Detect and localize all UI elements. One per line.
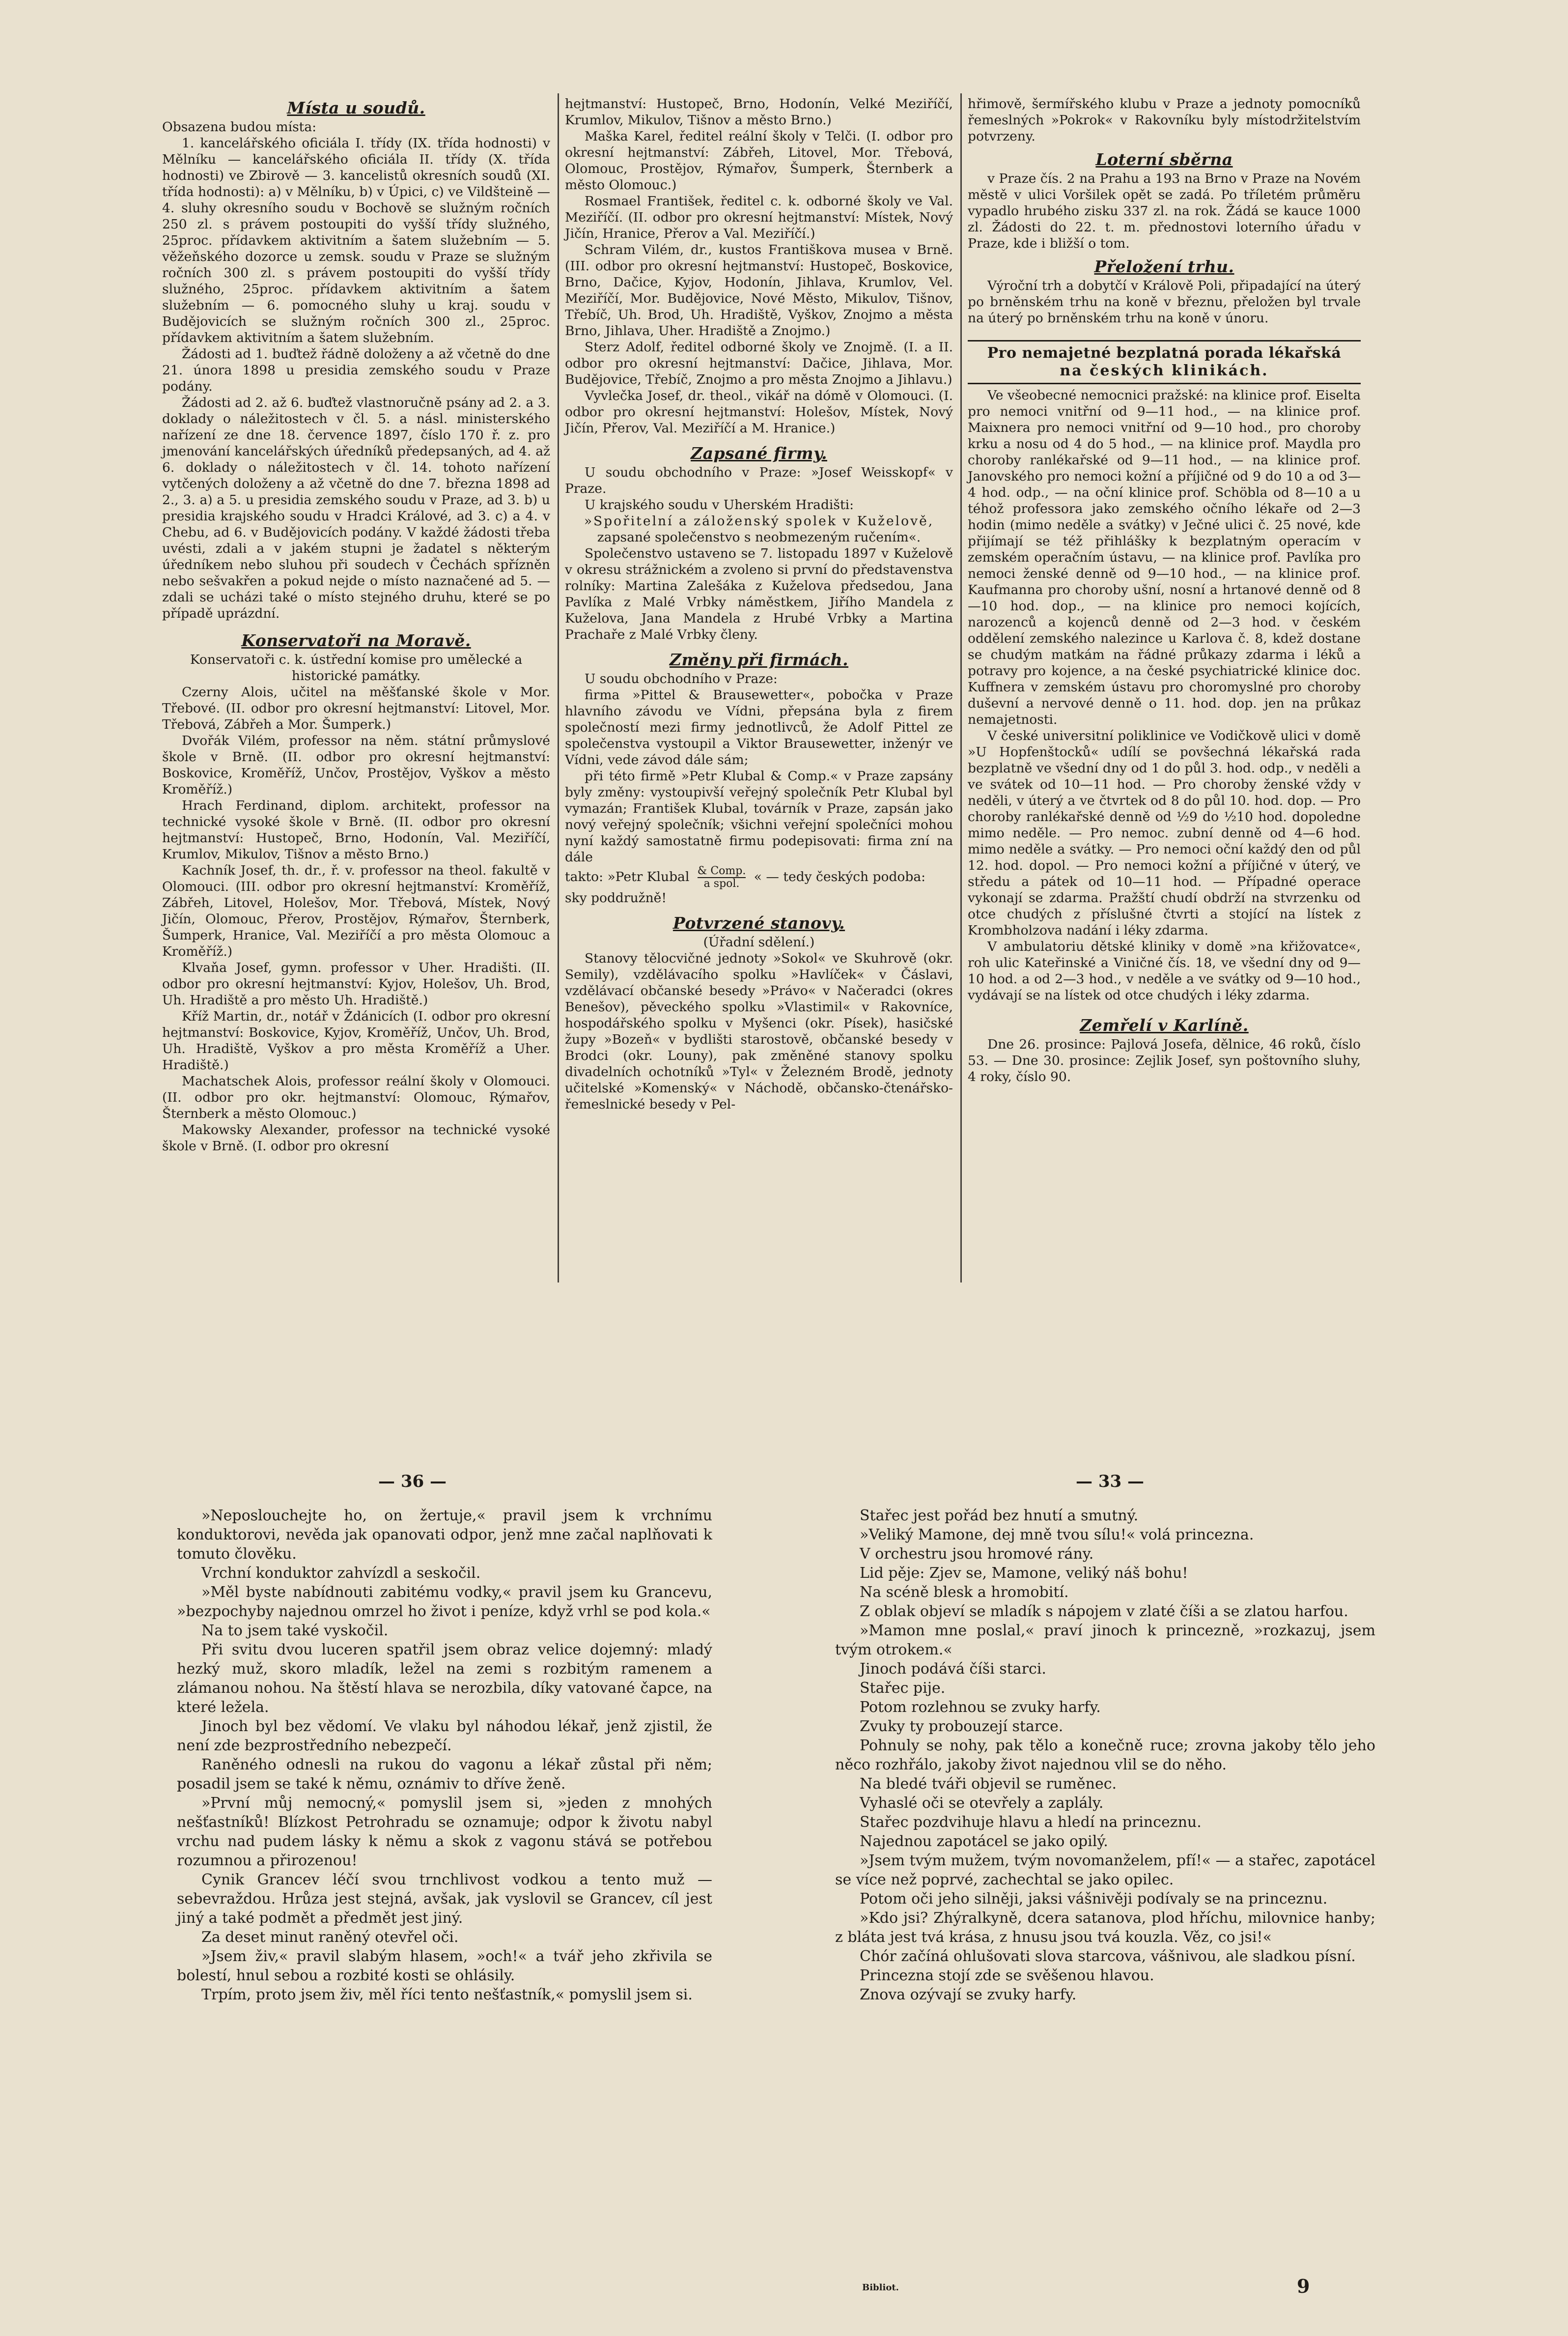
paragraph: Dvořák Vilém, professor na něm. státní průmyslové škole v Brně. (II. odbor pro okresní hejtmanství: Boskovice, Kroměříž, Unčov, Prostějov, Vyškov a město Kroměříž.) — [162, 733, 550, 797]
paragraph: při této firmě »Petr Klubal & Comp.« v Praze zapsány byly změny: vystoupivší veřejný společník Petr Klubal byl vymazán; František Klubal, továrník v Praze, zapsán jako nový veřejný společník; všichni veřejní společníci mohou nyní každý samostatně firmu podepisovati: firma zní na dále — [565, 769, 953, 865]
paragraph: Dne 26. prosince: Pajlová Josefa, dělnice, 46 roků, číslo 53. — Dne 30. prosince: Zejlik Josef, syn poštovního sluhy, 4 roky, číslo 90. — [968, 1037, 1361, 1084]
paragraph: Klvaňa Josef, gymn. professor v Uher. Hradišti. (II. odbor pro okresní hejtmanství: Kyjov, Holešov, Uh. Brod, Uh. Hradiště a pro město Uh. Hradiště.) — [162, 960, 550, 1008]
fraction-top: & Comp. — [697, 865, 746, 877]
paragraph: Chór začíná ohlušovati slova starcova, vášnivou, ale sladkou písní. — [860, 1948, 1356, 1965]
paragraph: Vyhaslé oči se otevřely a zaplály. — [860, 1795, 1104, 1812]
paragraph: Výroční trh a dobytčí v Králově Poli, připadající na úterý po brněnském trhu na koně v březnu, přeložen byl trvale na úterý po brněnském trhu na koně v únoru. — [968, 278, 1361, 326]
fraction — [698, 865, 746, 890]
column-1 — [162, 96, 550, 1154]
section-title-deceased: Zemřelí v Karlíně. — [1080, 1016, 1249, 1035]
paragraph: Ve všeobecné nemocnici pražské: na klinice prof. Eiselta pro nemoci vnitřní od 9—11 hod., — na klinice prof. Maixnera pro nemoci vnitřní od 9—10 hod., pro choroby krku a nosu od 4 do 5 hod., — na klinice prof. Maydla pro choroby ranlékařské od 9—11 hod., — na klinice prof. Janovského pro nemoci kožní a příjičné od 9 do 10 a od 3—4 hod. odp., — na oční klinice prof. Schöbla od 8—10 a u téhož professora jako zemského očního lékaře od 2—3 hodin (mimo neděle a svátky) v Ječné ulici č. 25 nové, kde přijímají se též přihlášky k bezplatným operacím v zemském operačním ústavu, — na klinice prof. Pavlíka pro nemoci ženské denně od 9—10 hod., — na klinice prof. Kaufmanna pro choroby ušní, nosní a hrtanové denně od 8—10 hod. dop., — na klinice pro nemoci kojících, narozenců a kojenců denně od 2—3 hod. v českém oddělení zemského nalezince u Karlova č. 8, kdež dostane se chudým matkám na řádné průkazy zdarma i léků a potravy pro kojence, a na české psychiatrické klinice doc. Kuffnera v zemském ústavu pro choromyslné pro choroby duševní a nervové denně o 11. hod. dop. jen na průkaz nemajetnosti. — [968, 388, 1361, 727]
paragraph: »První můj nemocný,« pomyslil jsem si, »jeden z mnohých nešťastníků! Blízkost Petrohradu se oznamuje; odpor k životu nabyl vrchu nad pudem lásky k němu a skok z vagonu stává se potřebou rozumnou a přirozenou! — [177, 1795, 712, 1869]
paragraph: Czerny Alois, učitel na měšťanské škole v Mor. Třebové. (II. odbor pro okresní hejtmanství: Litovel, Mor. Třebová, Zábřeh a Mor. Šumperk.) — [162, 684, 550, 732]
paragraph: hejtmanství: Hustopeč, Brno, Hodonín, Velké Meziříčí, Krumlov, Mikulov, Tišnov a město Brno.) — [565, 96, 953, 128]
clinic-title-line1: Pro nemajetné bezplatná porada lékařská — [987, 344, 1342, 362]
paragraph: Kříž Martin, dr., notář v Ždánicích (I. odbor pro okresní hejtmanství: Boskovice, Kyjov, Kroměříž, Unčov, Uh. Brod, Uh. Hradiště, Vyškov a pro města Kroměříž a Uher. Hradiště.) — [162, 1009, 550, 1073]
paragraph: hřimově, šermířského klubu v Praze a jednoty pomocníků řemeslných »Pokrok« v Rakovníku byly místodržitelstvím potvrzeny. — [968, 96, 1361, 144]
paragraph: Potom rozlehnou se zvuky harfy. — [860, 1699, 1101, 1716]
paragraph: Konservatoři c. k. ústřední komise pro umělecké a historické památky. — [190, 652, 523, 684]
paragraph: Zvuky ty probouzejí starce. — [860, 1718, 1064, 1735]
paragraph: Vrchní konduktor zahvízdl a seskočil. — [201, 1565, 481, 1582]
paragraph: Stařec pozdvihuje hlavu a hledí na princeznu. — [860, 1814, 1202, 1831]
signature-mark: 9 — [1297, 2275, 1310, 2297]
novel-page-left — [177, 1506, 712, 2004]
section-title-conservators: Konservatoři na Moravě. — [241, 631, 471, 650]
column-divider — [960, 93, 962, 1282]
paragraph: Za deset minut raněný otevřel oči. — [201, 1929, 459, 1946]
paragraph: Z oblak objeví se mladík s nápojem v zlaté číši a se zlatou harfou. — [860, 1603, 1348, 1620]
paragraph: Jinoch byl bez vědomí. Ve vlaku byl náhodou lékař, jenž zjistil, že není zde bezprostředního nebezpečí. — [177, 1718, 712, 1754]
paragraph: Na to jsem také vyskočil. — [201, 1622, 389, 1639]
subtitle: (Úřadní sdělení.) — [703, 935, 815, 950]
paragraph: Na scéně blesk a hromobití. — [860, 1584, 1069, 1601]
paragraph: Najednou zapotácel se jako opilý. — [860, 1833, 1108, 1850]
paragraph: sky poddružně! — [565, 890, 667, 906]
paragraph: Znova ozývají se zvuky harfy. — [860, 1986, 1077, 2003]
paragraph: Makowsky Alexander, professor na technické vysoké škole v Brně. (I. odbor pro okresní — [162, 1122, 550, 1154]
paragraph: »Jsem živ,« pravil slabým hlasem, »och!« a tvář jeho zkřivila se bolestí, hnul sebou a rozbité kosti se ohlásily. — [177, 1948, 712, 1984]
paragraph: Cynik Grancev léčí svou trnchlivost vodkou a tento muž — sebevraždou. Hrůza jest stejná, avšak, jak vyslovil se Grancev, cíl jest jiný a také podmět a předmět jest jiný. — [177, 1871, 712, 1927]
paragraph: Žádosti ad 2. až 6. buďtež vlastnoručně psány ad 2. a 3. doklady o náležitostech v čl. 5. a násl. ministerského nařízení ze dne 18. července 1897, číslo 170 ř. z. pro jmenování kancelářských úředníků předepsaných, ad 4. až 6. doklady o náležitostech v čl. 14. tohoto nařízení vytčených doloženy a až včetně do dne 7. března 1898 ad 2., 3. a) a 5. u presidia zemského soudu v Praze, ad 3. b) u presidia krajského soudu v Hradci Králové, ad 3. c) a 4. v Chebu, ad 6. v Budějovicích podány. V každé žádosti třeba uvésti, zdali a v jakém stupni je žadatel s některým úředníkem nebo sluhou při soudech v Čechách spřízněn nebo sešvakřen a pokud nejde o místo naznačené ad 5. — zdali se ucházi také o místo stejného druhu, které se po případě uprázdní. — [162, 395, 550, 621]
section-title-firms: Zapsané firmy. — [691, 444, 827, 463]
paragraph: Schram Vilém, dr., kustos Františkova musea v Brně. (III. odbor pro okresní hejtmanství: Hustopeč, Boskovice, Brno, Dačice, Kyjov, Hodonín, Jihlava, Krumlov, Vel. Meziříčí, Mor. Budějovice, Nové Město, Mikulov, Tišnov, Třebíč, Uh. Brod, Uh. Hradiště, Vyškov, Znojmo a města Brno, Jihlava, Uher. Hradiště a Znojmo.) — [565, 242, 953, 339]
paragraph: »Měl byste nabídnouti zabitému vodky,« pravil jsem ku Grancevu, »bezpochyby najednou omrzel ho život i peníze, když vrhl se pod kola.« — [177, 1584, 712, 1620]
section-title-changes: Změny při firmách. — [669, 650, 849, 669]
paragraph: Maška Karel, ředitel reální školy v Telči. (I. odbor pro okresní hejtmanství: Zábřeh, Litovel, Mor. Třebová, Olomouc, Prostějov, Rýmařov, Šumperk, Šternberk a město Olomouc.) — [565, 129, 953, 193]
paragraph: Hrach Ferdinand, diplom. architekt, professor na technické vysoké škole v Brně. (II. odbor pro okresní hejtmanství: Hustopeč, Brno, Hodonín, Val. Meziříčí, Krumlov, Mikulov, Tišnov a město Brno.) — [162, 798, 550, 862]
paragraph: Žádosti ad 1. buďtež řádně doloženy a až včetně do dne 21. února 1898 u presidia zemského soudu v Praze podány. — [162, 346, 550, 394]
paragraph: Princezna stojí zde se svěšenou hlavou. — [860, 1967, 1154, 1984]
paragraph: Raněného odnesli na rukou do vagonu a lékař zůstal při něm; posadil jsem se také k němu, oznámiv to dříve ženě. — [177, 1756, 712, 1793]
paragraph: Jinoch podává číši starci. — [860, 1660, 1046, 1678]
paragraph: Obsazena budou místa: — [162, 119, 317, 135]
paragraph: »Veliký Mamone, dej mně tvou sílu!« volá princezna. — [860, 1526, 1254, 1543]
paragraph: Pohnuly se nohy, pak tělo a konečně ruce; zrovna jakoby tělo jeho něco rozhřálo, jakoby život najednou vlil se do něho. — [835, 1737, 1375, 1773]
paragraph: Machatschek Alois, professor reální školy v Olomouci. (II. odbor pro okr. hejtmanství: Olomouc, Rýmařov, Šternberk a město Olomouc.) — [162, 1074, 550, 1121]
paragraph: Stanovy tělocvičné jednoty »Sokol« ve Skuhrově (okr. Semily), vzdělávacího spolku »Havlíček« v Čáslavi, vzdělávací občanské besedy »Právo« v Načeradci (okres Benešov), pěveckého spolku »Vlastimil« v Rakovníce, hospodářského spolku v Myšenci (okr. Písek), hasičské župy »Bozeň« v bydlišti starostově, občanské besedy v Brodci (okr. Louny), pak změněné stanovy spolku divadelních ochotníků »Tyl« v Železném Brodě, jednoty učitelské »Komenský« v Náchodě, občansko-čtenářsko-řemeslnické besedy v Pel- — [565, 951, 953, 1112]
paragraph: V české universitní poliklinice ve Vodičkově ulici v domě »U Hopfenštocků« udílí se povšechná lékařská rada bezplatně ve všední dny od 1 do půl 3. hod. odp., v neděli a ve svátek od 10—11 hod. — Pro choroby ženské vždy v neděli, v úterý a ve čtvrtek od 8 do půl 10. hod. dop. — Pro choroby ranlékařské denně od ½9 do ½10 hod. dopoledne mimo neděle. — Pro nemoc. zubní denně od 4—6 hod. mimo neděle a svátky. — Pro nemoci oční každý den od půl 12. hod. dopol. — Pro nemoci kožní a příjičné v úterý, ve středu a pátek od 10—11 hod. — Případné operace vykonají se zdarma. Pražští chudí obdrží na stvrzenku od otce chudých z příslušné čtvrti a stojící na lístek z Krombholzova nadání i léky zdarma. — [968, 728, 1361, 938]
novel-page-right — [835, 1506, 1375, 2004]
paragraph: V orchestru jsou hromové rány. — [860, 1545, 1094, 1563]
section-title-court-positions: Místa u soudů. — [287, 98, 425, 117]
page-number-left: — 36 — — [378, 1472, 447, 1491]
formula-text: « — tedy českých podoba: — [754, 869, 926, 884]
paragraph: »Jsem tvým mužem, tvým novomanželem, pfí!« — a stařec, zapotácel se více než poprvé, zachechtal se jako opilec. — [835, 1852, 1375, 1888]
paragraph: Na bledé tváři objevil se ruměnec. — [860, 1775, 1117, 1793]
paragraph: Společenstvo ustaveno se 7. listopadu 1897 v Kuželově v okresu strážnickém a zvoleno si první do představenstva rolníky: Martina Zalešáka z Kuželova předsedou, Jana Pavlíka z Malé Vrbky náměstkem, Jiřího Mandela z Kuželova, Jana Mandela z Hrubé Vrbky a Martina Prachaře z Malé Vrbky členy. — [565, 546, 953, 642]
paragraph: »Mamon mne poslal,« praví jinoch k princezně, »rozkazuj, jsem tvým otrokem.« — [835, 1622, 1375, 1658]
paragraph: Stařec jest pořád bez hnutí a smutný. — [860, 1507, 1139, 1524]
paragraph: U krajského soudu v Uherském Hradišti: — [585, 497, 854, 513]
paragraph: zapsané společenstvo s neobmezeným ručením«. — [597, 530, 921, 545]
clinic-title-line2: na českých klinikách. — [1060, 362, 1269, 379]
paragraph: »Neposlouchejte ho, on žertuje,« pravil jsem k vrchnímu konduktorovi, nevěda jak opanovati odpor, jenž mne začal naplňovati k tomuto člověku. — [177, 1507, 712, 1563]
paragraph: Stařec pije. — [860, 1680, 946, 1697]
paragraph: Potom oči jeho silněji, jaksi vášnivěji podívaly se na princeznu. — [860, 1890, 1328, 1908]
paragraph: U soudu obchodního v Praze: — [585, 671, 778, 686]
page-number-right: — 33 — — [1076, 1472, 1144, 1491]
paragraph: Rosmael František, ředitel c. k. odborné školy ve Val. Meziříčí. (II. odbor pro okresní hejtmanství: Místek, Nový Jičín, Hranice, Přerov a Val. Meziříčí.) — [565, 194, 953, 241]
fraction-bottom: a spol. — [703, 878, 740, 890]
paragraph: firma »Pittel & Brausewetter«, pobočka v Praze hlavního závodu ve Vídni, přepsána byla z firem společností mezi firmy jednotlivců, že Adolf Pittel ze společenstva vystoupil a Viktor Brausewetter, inženýr ve Vídni, vede závod dále sám; — [565, 687, 953, 768]
paragraph: v Praze čís. 2 na Prahu a 193 na Brno v Praze na Novém městě v ulici Voršilek opět se zadá. Po tříletém průměru vypadlo hrubého zisku 337 zl. na rok. Žádá se kauce 1000 zl. Žádosti do 22. t. m. přednostovi loterního úřadu v Praze, kde i bližší o tom. — [968, 171, 1361, 251]
section-title-lottery: Loterní sběrna — [1095, 150, 1233, 169]
library-stamp: Bibliot. — [862, 2282, 899, 2293]
section-title-statutes: Potvrzené stanovy. — [672, 913, 845, 933]
paragraph: Sterz Adolf, ředitel odborné školy ve Znojmě. (I. a II. odbor pro okresní hejtmanství: Dačice, Jihlava, Mor. Budějovice, Třebíč, Znojmo a pro města Znojmo a Jihlavu.) — [565, 340, 953, 387]
paragraph: »Kdo jsi? Zhýralkyně, dcera satanova, plod hříchu, milovnice hanby; z bláta jest tvá krása, z hnusu jsou tvá kouzla. Věz, co jsi!« — [835, 1909, 1375, 1946]
paragraph: Kachník Josef, th. dr., ř. v. professor na theol. fakultě v Olomouci. (III. odbor pro okresní hejtmanství: Kroměříž, Zábřeh, Litovel, Holešov, Mor. Třebová, Místek, Nový Jičín, Olomouc, Přerov, Prostějov, Rýmařov, Šternberk, Šumperk, Hranice, Val. Meziříčí a pro města Olomouc a Kroměříž.) — [162, 863, 550, 959]
paragraph: 1. kancelářského oficiála I. třídy (IX. třída hodnosti) v Mělníku — kancelářského oficiála II. třídy (X. třída hodnosti) ve Zbirově — 3. kancelistů okresních soudů (XI. třída hodnosti): a) v Mělníku, b) v Úpici, c) ve Vildšteině — 4. sluhy okresního soudu v Bochově se služným ročních 250 zl. s právem postoupiti do vyšší třídy služného, 25proc. přídavkem aktivitním a šatem služebním — 5. věžeňského dozorce u zemsk. soudu v Praze se služným ročních 300 zl. s právem postoupiti do vyšší třídy služného, 25proc. přídavkem aktivitním a šatem služebním — 6. pomocného sluhy u kraj. soudu v Budějovicích se služným ročních 300 zl., 25proc. přídavkem aktivitním a šatem služebním. — [162, 136, 550, 345]
column-3 — [968, 96, 1361, 1085]
formula-text: takto: »Petr Klubal — [565, 869, 690, 884]
paragraph: U soudu obchodního v Praze: »Josef Weisskopf« v Praze. — [565, 465, 953, 496]
paragraph: Trpím, proto jsem živ, měl říci tento nešťastník,« pomyslil jsem si. — [201, 1986, 693, 2003]
column-divider — [558, 93, 559, 1282]
section-title-market: Přeložení trhu. — [1094, 257, 1234, 276]
paragraph: Lid pěje: Zjev se, Mamone, veliký náš bohu! — [860, 1565, 1188, 1582]
paragraph: Vyvlečka Josef, dr. theol., vikář na dómě v Olomouci. (I. odbor pro okresní hejtmanství: Holešov, Místek, Nový Jičín, Přerov, Val. Meziříčí a M. Hranice.) — [565, 388, 953, 436]
section-title-clinic — [968, 340, 1361, 384]
column-2 — [565, 96, 953, 1112]
paragraph: V ambulatoriu dětské kliniky v domě »na křižovatce«, roh ulic Kateřinské a Viničné čís. 18, ve všední dny od 9—10 hod. a od 2—3 hod., v neděle a ve svátky od 9—10 hod., vydávají se na lístek od otce chudých i léky zdarma. — [968, 939, 1361, 1003]
paragraph: Při svitu dvou luceren spatřil jsem obraz velice dojemný: mladý hezký muž, skoro mladík, ležel na zemi s rozbitým ramenem a zlámanou nohou. Na štěstí hlava se nerozbila, díky vatované čapce, na které ležela. — [177, 1641, 712, 1716]
formula-line — [565, 865, 953, 890]
paragraph: »Spořitelní a záloženský spolek v Kuželově, — [584, 513, 934, 529]
